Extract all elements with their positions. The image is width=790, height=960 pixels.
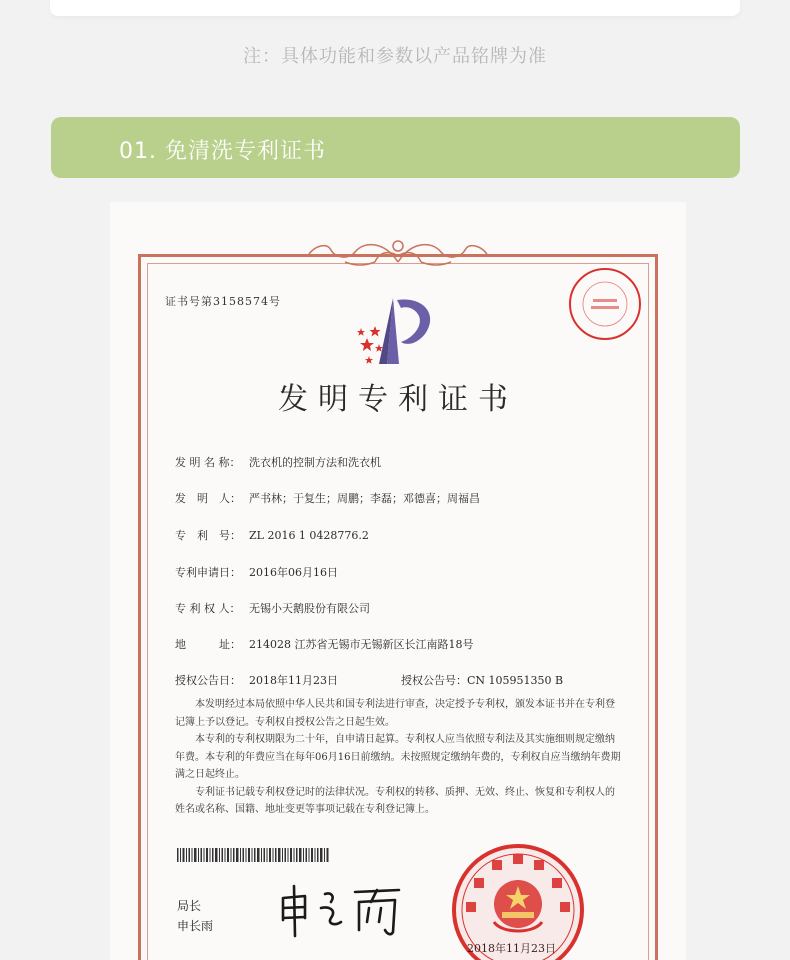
ornament-icon [305, 232, 491, 272]
section-banner [51, 117, 740, 178]
field-patentee: 专 利 权 人： 无锡小天鹅股份有限公司 [175, 602, 370, 615]
agency-seal-icon [567, 266, 643, 342]
certificate-title: 发明专利证书 [278, 382, 518, 417]
seal-date: 2018年11月23日 [467, 942, 556, 955]
previous-card-bottom [50, 0, 740, 16]
field-invention-name: 发 明 名 称： 洗衣机的控制方法和洗衣机 [175, 456, 381, 469]
legal-paragraph: 本专利的专利权期限为二十年，自申请日起算。专利权人应当依照专利法及其实施细则规定缴纳年费。本专利的年费应当在每年06月16日前缴纳。未按照规定缴纳年费的，专利权自应当缴纳年费期满之日起终止。 [175, 734, 621, 780]
director-block [177, 896, 213, 936]
director-signature-icon [275, 880, 405, 940]
barcode-icon [177, 848, 329, 862]
field-inventors: 发 明 人： 严书林；于复生；周鹏；李磊；邓德喜；周福昌 [175, 492, 480, 505]
product-note: 注：具体功能和参数以产品铭牌为准 [243, 46, 547, 67]
field-patent-number: 专 利 号： ZL 2016 1 0428776.2 [175, 529, 369, 542]
field-application-date: 专利申请日： 2016年06月16日 [175, 566, 338, 579]
director-title: 局长 [177, 899, 202, 913]
legal-paragraph: 专利证书记载专利权登记时的法律状况。专利权的转移、质押、无效、终止、恢复和专利权人的姓名或名称、国籍、地址变更等事项记载在专利登记簿上。 [175, 786, 615, 815]
director-name: 申长雨 [177, 919, 214, 933]
field-address: 地 址： 214028 江苏省无锡市无锡新区长江南路18号 [175, 638, 474, 651]
legal-text [175, 696, 621, 819]
cnipa-logo-icon [353, 294, 443, 366]
section-title: 01. 免清洗专利证书 [119, 139, 326, 164]
field-publication-number: 授权公告号：CN 105951350 B [401, 674, 564, 687]
certificate-number: 证书号第3158574号 [165, 295, 281, 308]
patent-certificate-image [110, 202, 686, 960]
legal-paragraph: 本发明经过本局依照中华人民共和国专利法进行审查，决定授予专利权，颁发本证书并在专利登记簿上予以登记。专利权自授权公告之日起生效。 [175, 699, 615, 728]
field-grant-date: 授权公告日： 2018年11月23日 [175, 674, 338, 687]
